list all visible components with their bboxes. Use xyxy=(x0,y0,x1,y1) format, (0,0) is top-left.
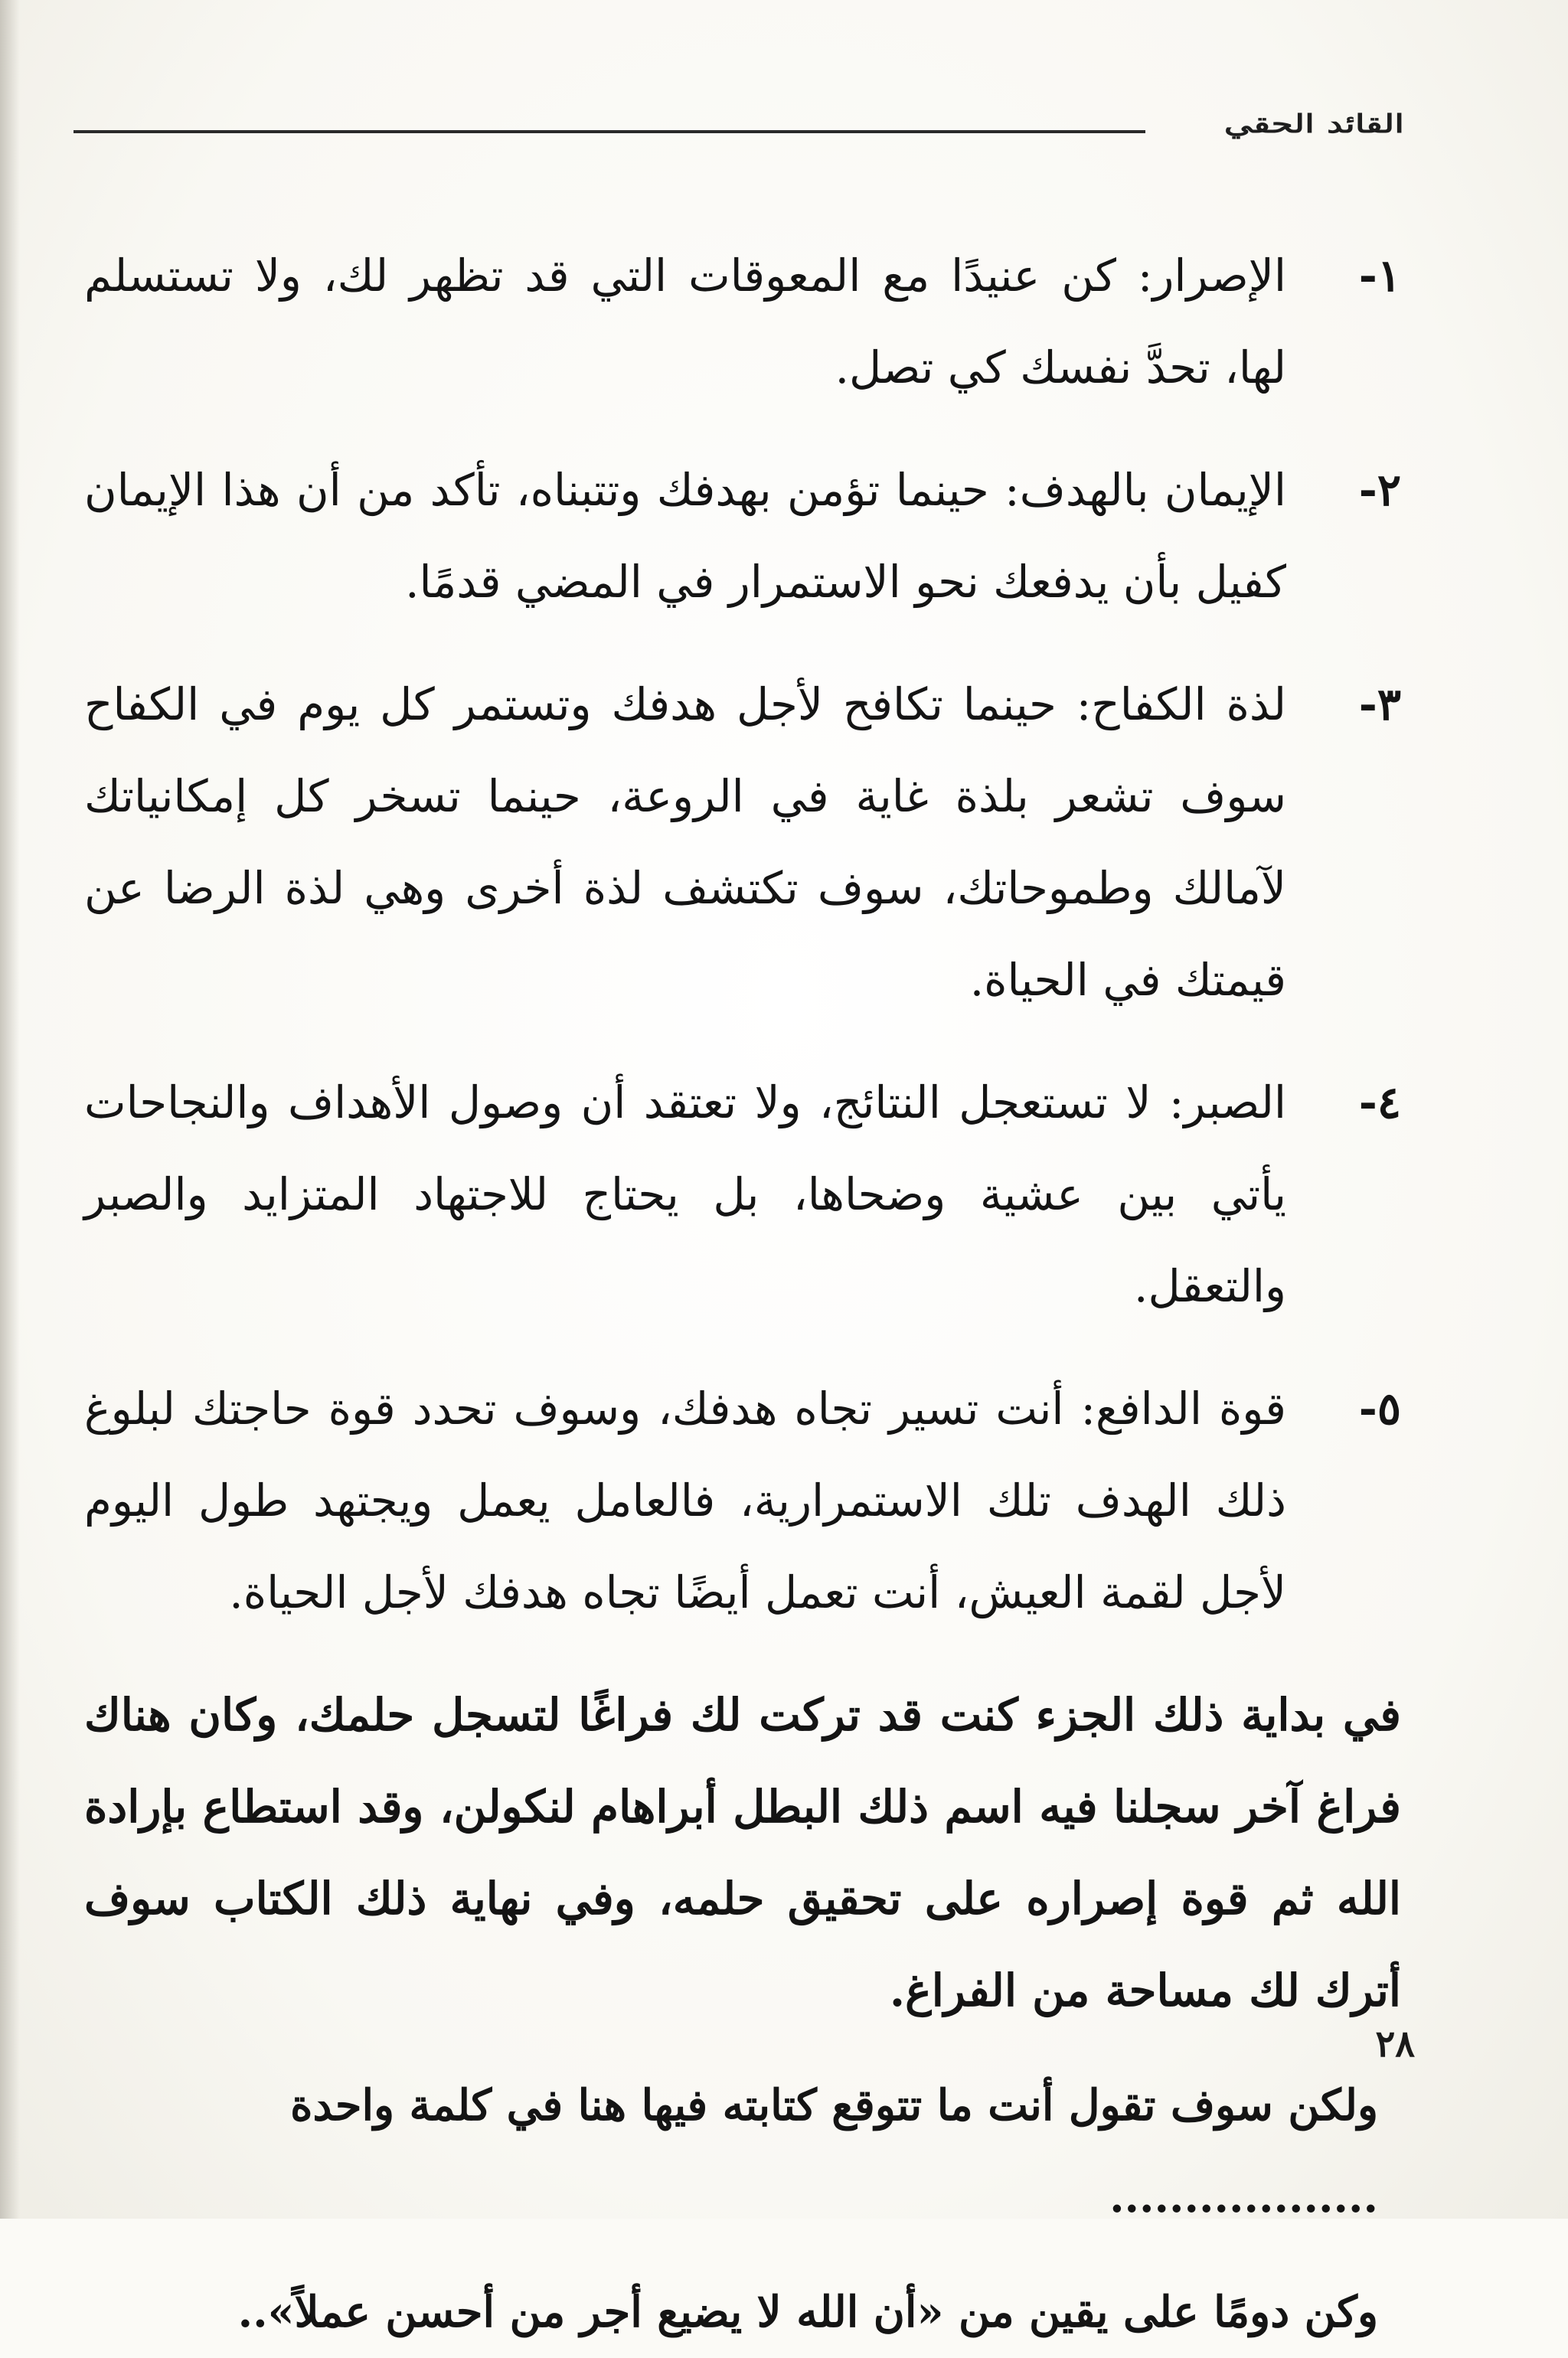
list-item-number: ١- xyxy=(1358,250,1401,302)
list-item xyxy=(84,658,1401,1026)
list-item-text: الصبر: لا تستعجل النتائج، ولا تعتقد أن وصول الأهداف والنجاحات يأتي بين عشية وضحاها، بل يحتاج للاجتهاد المتزايد والصبر والتعقل. xyxy=(84,1076,1286,1312)
page-body xyxy=(84,230,1401,2358)
list-item xyxy=(84,230,1401,413)
header-title: القائد الحقي xyxy=(1223,109,1404,139)
list-item-text: قوة الدافع: أنت تسير تجاه هدفك، وسوف تحدد قوة حاجتك لبلوغ ذلك الهدف تلك الاستمرارية، فالعامل يعمل ويجتهد طول اليوم لأجل لقمة العيش، أنت تعمل أيضًا تجاه هدفك لأجل الحياة. xyxy=(84,1383,1286,1618)
running-header xyxy=(74,107,1404,153)
list-item-number: ٣- xyxy=(1358,678,1401,730)
list-item-number: ٤- xyxy=(1358,1076,1401,1128)
binding-shadow xyxy=(0,0,20,2219)
list-item-text: الإيمان بالهدف: حينما تؤمن بهدفك وتتبناه، تأكد من أن هذا الإيمان كفيل بأن يدفعك نحو الاستمرار في المضي قدمًا. xyxy=(84,464,1286,608)
list-item-number: ٥- xyxy=(1358,1383,1401,1435)
header-rule xyxy=(74,130,1145,133)
list-item-text: الإصرار: كن عنيدًا مع المعوقات التي قد تظهر لك، ولا تستسلم لها، تحدَّ نفسك كي تصل. xyxy=(84,250,1286,394)
closing-quote: وكن دومًا على يقين من «أن الله لا يضيع أجر من أحسن عملاً».. xyxy=(237,2287,1378,2337)
list-item xyxy=(84,444,1401,628)
numbered-list xyxy=(84,230,1401,1638)
body-paragraph: في بداية ذلك الجزء كنت قد تركت لك فراغًا لتسجل حلمك، وكان هناك فراغ آخر سجلنا فيه اسم ذلك البطل أبراهام لنكولن، وقد استطاع بإرادة الله ثم قوة إصراره على تحقيق حلمه، وفي نهاية ذلك الكتاب سوف أترك لك مساحة من الفراغ. xyxy=(84,1689,1401,2017)
closing-line: ولكن سوف تقول أنت ما تتوقع كتابته فيها هنا في كلمة واحدة .................. xyxy=(290,2080,1378,2222)
list-item-text: لذة الكفاح: حينما تكافح لأجل هدفك وتستمر كل يوم في الكفاح سوف تشعر بلذة غاية في الروعة، حينما تسخر كل إمكانياتك لآمالك وطموحاتك، سوف تكتشف لذة أخرى وهي لذة الرضا عن قيمتك في الحياة. xyxy=(84,678,1286,1006)
list-item xyxy=(84,1363,1401,1638)
list-item xyxy=(84,1057,1401,1332)
list-item-number: ٢- xyxy=(1358,464,1401,516)
page-number: ٢٨ xyxy=(1375,2023,1415,2066)
